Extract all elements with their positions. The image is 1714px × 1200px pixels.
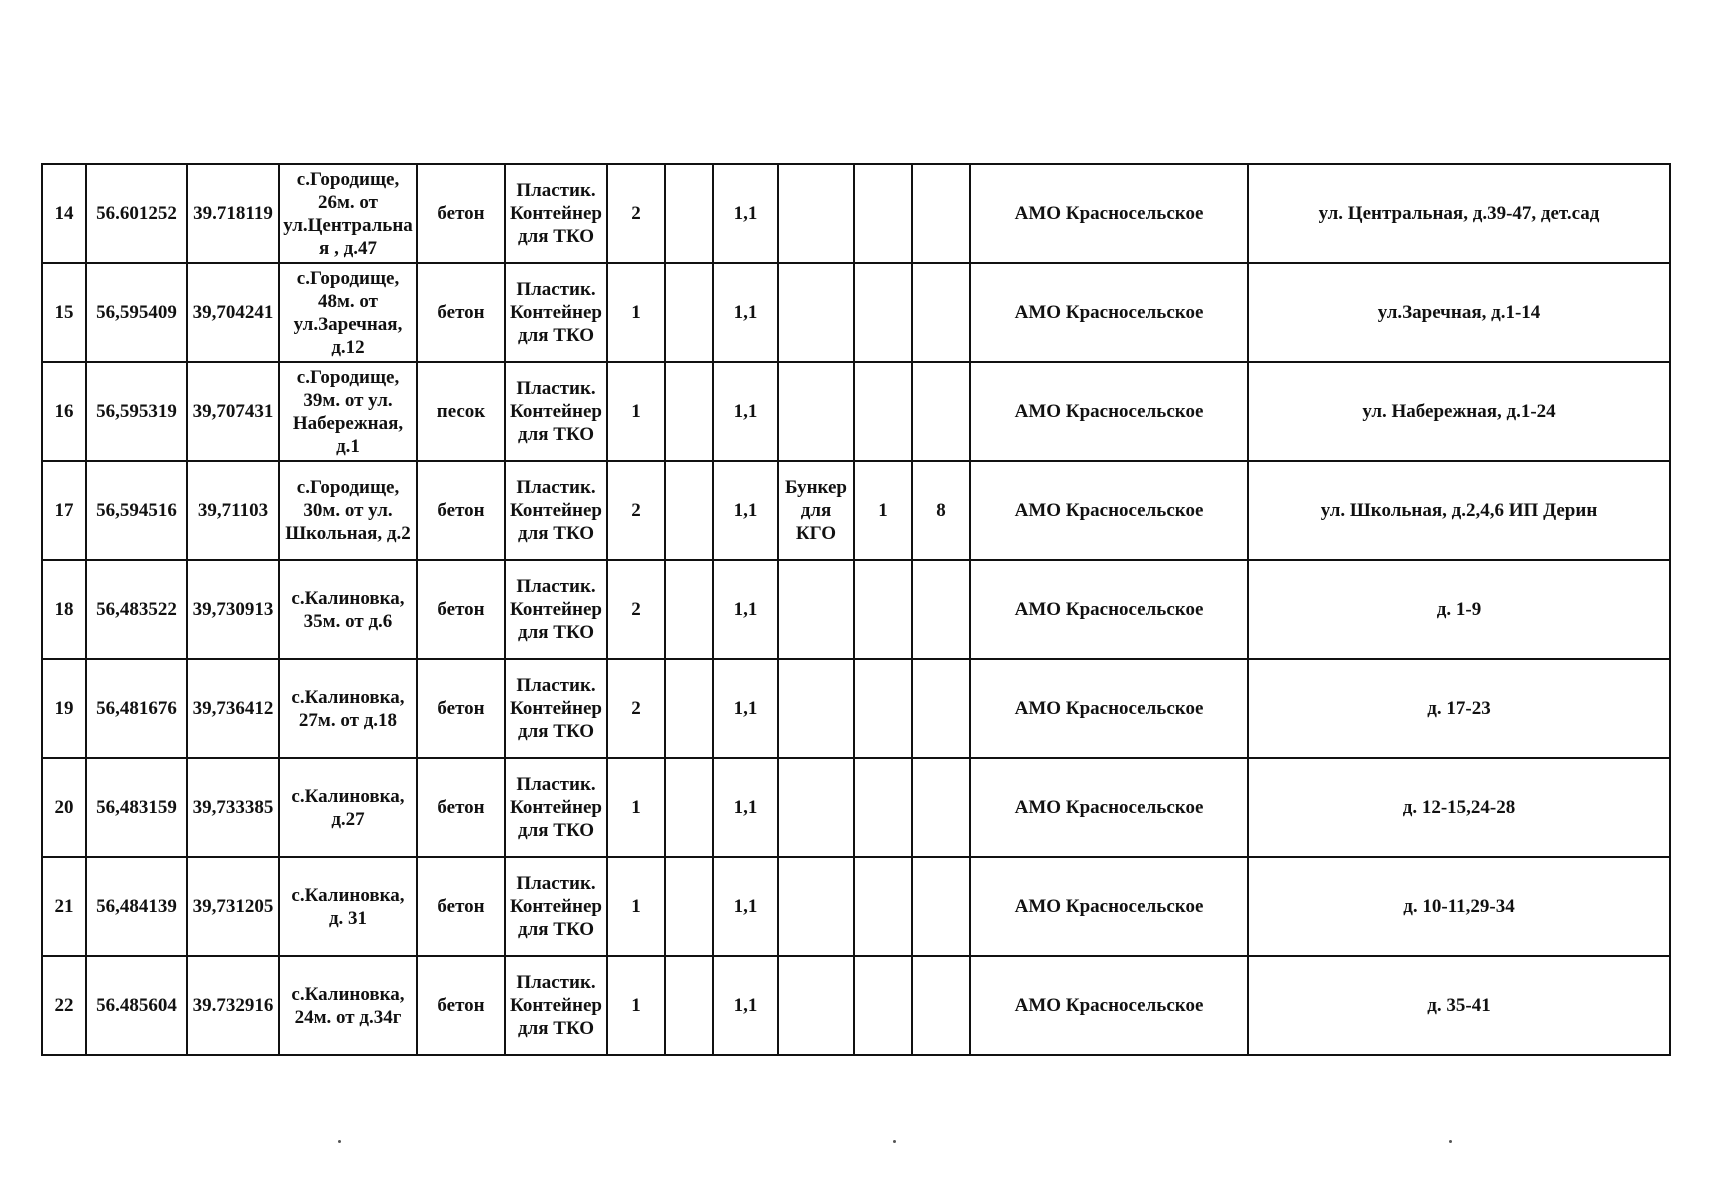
table-row [42,263,1670,362]
cell-container-count: 1 [607,362,665,461]
cell-latitude: 56,483522 [86,560,187,659]
cell-owner: АМО Красносельское [970,560,1248,659]
cell-surface: бетон [417,560,505,659]
cell-number: 16 [42,362,86,461]
cell-container-volume: 1,1 [713,560,778,659]
cell-bunker-type [778,362,854,461]
cell-bunker-volume [912,956,970,1055]
table-row [42,758,1670,857]
table-row [42,461,1670,560]
cell-bunker-volume [912,659,970,758]
cell-bunker-count: 1 [854,461,912,560]
cell-number: 18 [42,560,86,659]
cell-latitude: 56,595409 [86,263,187,362]
cell-latitude: 56,594516 [86,461,187,560]
cell-waste-sources: д. 10-11,29-34 [1248,857,1670,956]
table-row [42,164,1670,263]
cell-bunker-volume: 8 [912,461,970,560]
cell-container-type: Пластик. Контейнер для ТКО [505,560,607,659]
cell-location: с.Городище, 39м. от ул. Набережная, д.1 [279,362,417,461]
table-row [42,659,1670,758]
cell-bunker-type [778,560,854,659]
cell-bunker-count [854,560,912,659]
cell-location: с.Калиновка, д.27 [279,758,417,857]
cell-surface: бетон [417,263,505,362]
cell-bunker-count [854,263,912,362]
cell-container-volume: 1,1 [713,857,778,956]
cell-container-type: Пластик. Контейнер для ТКО [505,164,607,263]
cell-surface: песок [417,362,505,461]
cell-location: с.Городище, 30м. от ул. Школьная, д.2 [279,461,417,560]
page-speck [1449,1140,1452,1143]
cell-waste-sources: д. 35-41 [1248,956,1670,1055]
table-row [42,560,1670,659]
cell-number: 20 [42,758,86,857]
cell-owner: АМО Красносельское [970,164,1248,263]
cell-longitude: 39.718119 [187,164,279,263]
cell-empty [665,362,713,461]
cell-surface: бетон [417,164,505,263]
cell-waste-sources: д. 1-9 [1248,560,1670,659]
cell-bunker-type [778,263,854,362]
cell-longitude: 39,730913 [187,560,279,659]
cell-surface: бетон [417,758,505,857]
cell-container-type: Пластик. Контейнер для ТКО [505,362,607,461]
cell-container-volume: 1,1 [713,362,778,461]
cell-location: с.Калиновка, 27м. от д.18 [279,659,417,758]
cell-bunker-count [854,362,912,461]
cell-waste-sources: ул.Заречная, д.1-14 [1248,263,1670,362]
cell-owner: АМО Красносельское [970,263,1248,362]
cell-location: с.Городище, 48м. от ул.Заречная, д.12 [279,263,417,362]
cell-bunker-count [854,164,912,263]
cell-location: с.Калиновка, 35м. от д.6 [279,560,417,659]
cell-bunker-volume [912,857,970,956]
cell-longitude: 39.732916 [187,956,279,1055]
table-row [42,362,1670,461]
cell-container-count: 2 [607,461,665,560]
cell-location: с.Калиновка, д. 31 [279,857,417,956]
cell-number: 15 [42,263,86,362]
page-speck [338,1140,341,1143]
cell-latitude: 56,481676 [86,659,187,758]
cell-owner: АМО Красносельское [970,956,1248,1055]
cell-waste-sources: д. 17-23 [1248,659,1670,758]
cell-latitude: 56,595319 [86,362,187,461]
table-row [42,857,1670,956]
cell-container-volume: 1,1 [713,956,778,1055]
cell-container-volume: 1,1 [713,461,778,560]
waste-sites-table [41,163,1671,1056]
cell-container-count: 2 [607,659,665,758]
cell-container-volume: 1,1 [713,164,778,263]
cell-number: 19 [42,659,86,758]
cell-owner: АМО Красносельское [970,857,1248,956]
cell-empty [665,857,713,956]
cell-container-count: 1 [607,956,665,1055]
cell-longitude: 39,71103 [187,461,279,560]
cell-longitude: 39,704241 [187,263,279,362]
cell-surface: бетон [417,659,505,758]
cell-bunker-type [778,164,854,263]
cell-container-count: 1 [607,857,665,956]
cell-empty [665,164,713,263]
cell-container-count: 2 [607,164,665,263]
cell-number: 22 [42,956,86,1055]
cell-bunker-type [778,857,854,956]
cell-bunker-volume [912,164,970,263]
cell-bunker-volume [912,263,970,362]
cell-empty [665,263,713,362]
cell-bunker-type [778,956,854,1055]
cell-container-type: Пластик. Контейнер для ТКО [505,758,607,857]
cell-container-count: 2 [607,560,665,659]
cell-container-type: Пластик. Контейнер для ТКО [505,956,607,1055]
cell-number: 14 [42,164,86,263]
cell-bunker-type [778,659,854,758]
table-body [42,164,1670,1055]
cell-surface: бетон [417,956,505,1055]
cell-container-volume: 1,1 [713,758,778,857]
cell-container-volume: 1,1 [713,659,778,758]
cell-empty [665,461,713,560]
cell-owner: АМО Красносельское [970,461,1248,560]
cell-owner: АМО Красносельское [970,659,1248,758]
cell-container-type: Пластик. Контейнер для ТКО [505,659,607,758]
cell-waste-sources: ул. Набережная, д.1-24 [1248,362,1670,461]
cell-empty [665,560,713,659]
cell-waste-sources: ул. Центральная, д.39-47, дет.сад [1248,164,1670,263]
page-speck [893,1140,896,1143]
cell-number: 17 [42,461,86,560]
cell-bunker-volume [912,560,970,659]
table-row [42,956,1670,1055]
cell-bunker-count [854,956,912,1055]
cell-empty [665,659,713,758]
cell-number: 21 [42,857,86,956]
cell-latitude: 56.485604 [86,956,187,1055]
cell-location: с.Калиновка, 24м. от д.34г [279,956,417,1055]
cell-latitude: 56,484139 [86,857,187,956]
cell-empty [665,758,713,857]
cell-container-type: Пластик. Контейнер для ТКО [505,857,607,956]
cell-owner: АМО Красносельское [970,758,1248,857]
cell-bunker-type [778,758,854,857]
cell-latitude: 56.601252 [86,164,187,263]
cell-bunker-volume [912,362,970,461]
cell-container-type: Пластик. Контейнер для ТКО [505,263,607,362]
cell-waste-sources: д. 12-15,24-28 [1248,758,1670,857]
cell-bunker-count [854,758,912,857]
cell-longitude: 39,733385 [187,758,279,857]
cell-longitude: 39,731205 [187,857,279,956]
cell-bunker-volume [912,758,970,857]
cell-longitude: 39,736412 [187,659,279,758]
cell-empty [665,956,713,1055]
cell-container-count: 1 [607,263,665,362]
cell-bunker-count [854,659,912,758]
cell-container-count: 1 [607,758,665,857]
cell-owner: АМО Красносельское [970,362,1248,461]
cell-bunker-type: Бункер для КГО [778,461,854,560]
cell-container-volume: 1,1 [713,263,778,362]
cell-container-type: Пластик. Контейнер для ТКО [505,461,607,560]
cell-waste-sources: ул. Школьная, д.2,4,6 ИП Дерин [1248,461,1670,560]
cell-surface: бетон [417,857,505,956]
cell-latitude: 56,483159 [86,758,187,857]
cell-bunker-count [854,857,912,956]
cell-location: с.Городище, 26м. от ул.Центральная , д.47 [279,164,417,263]
cell-longitude: 39,707431 [187,362,279,461]
cell-surface: бетон [417,461,505,560]
